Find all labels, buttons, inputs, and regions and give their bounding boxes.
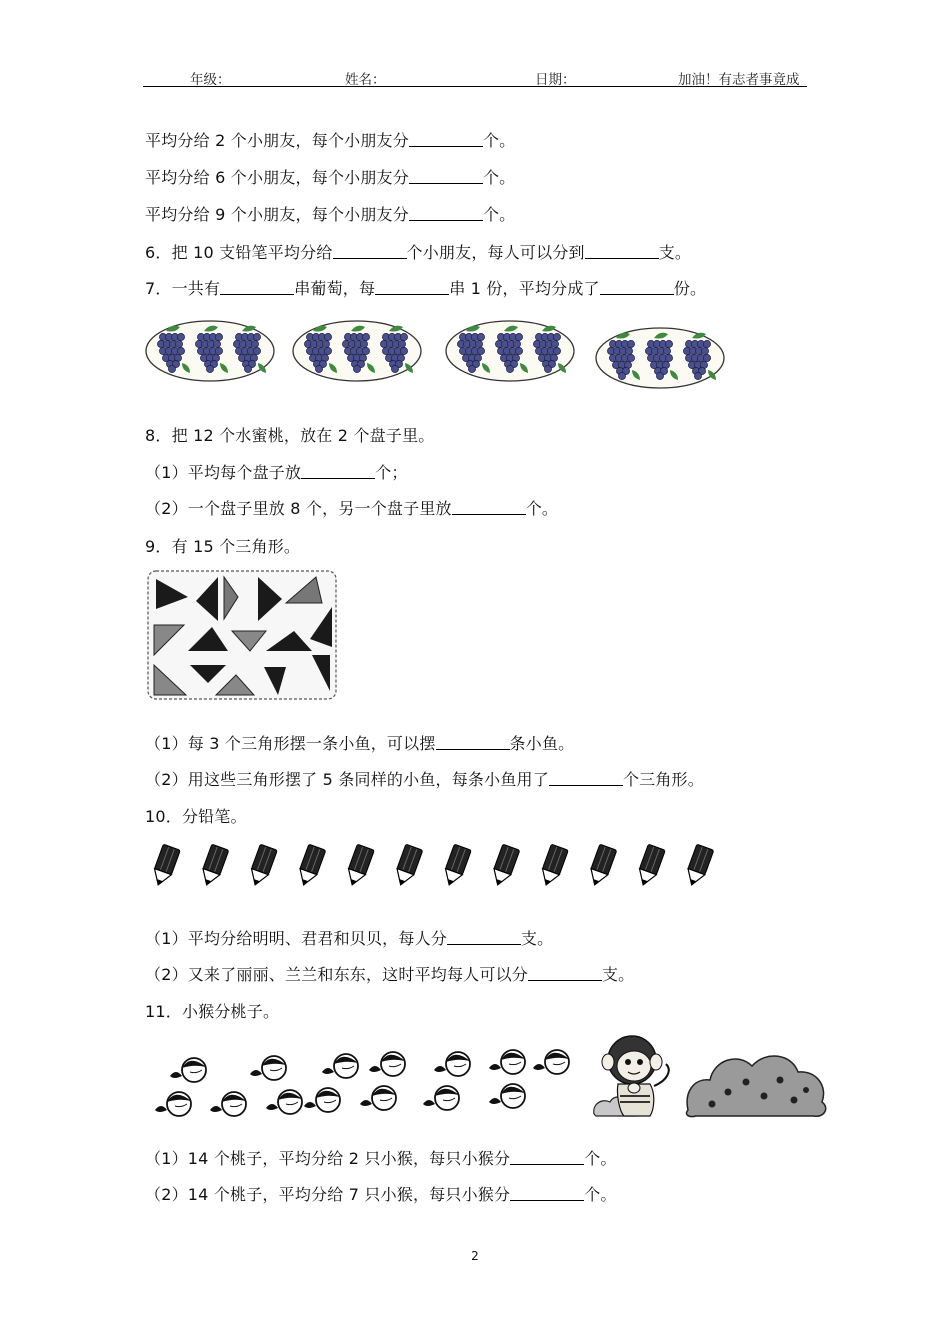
bush [686, 1056, 825, 1117]
grade-label: 年级： [190, 72, 231, 88]
question-10-part-2: （2）又来了丽丽、兰兰和东东，这时平均每人可以分 支。 [145, 965, 635, 984]
question-6: 6．把 10 支铅笔平均分给 个小朋友，每人可以分到 支。 [145, 243, 692, 262]
pencil [538, 844, 569, 888]
question-8-part-2: （2）一个盘子里放 8 个，另一个盘子里放 个。 [145, 499, 559, 518]
question-9: 9．有 15 个三角形。 [145, 537, 301, 556]
peach [533, 1050, 569, 1074]
pencil [150, 844, 181, 888]
grape-bunch [607, 333, 640, 380]
question-11: 11．小猴分桃子。 [145, 1002, 280, 1021]
answer-blank[interactable] [301, 463, 375, 479]
pencil [683, 844, 714, 888]
pencil [295, 844, 326, 888]
answer-blank[interactable] [452, 499, 526, 515]
answer-blank[interactable] [409, 131, 483, 147]
pencil [441, 844, 472, 888]
answer-blank[interactable] [510, 1185, 584, 1201]
grape-plate [446, 321, 574, 381]
answer-blank[interactable] [510, 1149, 584, 1165]
motto: 加油！有志者事竟成 [678, 72, 800, 88]
peach [360, 1086, 396, 1110]
question-11-part-2: （2）14 个桃子，平均分给 7 只小猴，每只小猴分 个。 [145, 1185, 617, 1204]
peach [423, 1086, 459, 1110]
answer-blank[interactable] [447, 929, 521, 945]
question-11-part-1: （1）14 个桃子，平均分给 2 只小猴，每只小猴分 个。 [145, 1149, 617, 1168]
peach [170, 1058, 206, 1082]
question-10: 10．分铅笔。 [145, 807, 247, 826]
answer-blank[interactable] [409, 168, 483, 184]
peach [250, 1056, 286, 1080]
answer-blank[interactable] [549, 770, 623, 786]
answer-blank[interactable] [585, 243, 659, 259]
grape-plate [146, 321, 274, 381]
question-line: 平均分给 9 个小朋友，每个小朋友分 个。 [145, 205, 516, 224]
answer-blank[interactable] [375, 279, 449, 295]
date-label: 日期： [535, 72, 576, 88]
answer-blank[interactable] [220, 279, 294, 295]
grape-bunch [683, 333, 716, 380]
peach [304, 1088, 340, 1112]
triangles-figure [146, 569, 338, 701]
pencil [247, 844, 278, 888]
grape-bunch [457, 326, 490, 373]
question-line: 平均分给 6 个小朋友，每个小朋友分 个。 [145, 168, 516, 187]
answer-blank[interactable] [528, 965, 602, 981]
question-8: 8．把 12 个水蜜桃，放在 2 个盘子里。 [145, 426, 435, 445]
peach [322, 1054, 358, 1078]
grape-bunch [157, 326, 190, 373]
pencil [198, 844, 229, 888]
peach [266, 1090, 302, 1114]
question-line: 平均分给 2 个小朋友，每个小朋友分 个。 [145, 131, 516, 150]
grape-plate [293, 321, 421, 381]
peach [369, 1052, 405, 1076]
pencil [489, 844, 520, 888]
question-9-part-1: （1）每 3 个三角形摆一条小鱼，可以摆 条小鱼。 [145, 734, 575, 753]
grape-bunch [195, 326, 228, 373]
peach [489, 1050, 525, 1074]
answer-blank[interactable] [436, 734, 510, 750]
name-label: 姓名： [345, 72, 386, 88]
question-9-part-2: （2）用这些三角形摆了 5 条同样的小鱼，每条小鱼用了 个三角形。 [145, 770, 704, 789]
grape-bunch [304, 326, 337, 373]
peach [155, 1092, 191, 1116]
answer-blank[interactable] [409, 205, 483, 221]
peach [210, 1092, 246, 1116]
grape-bunch [233, 326, 266, 373]
question-7: 7．一共有 串葡萄，每 串 1 份，平均分成了 份。 [145, 279, 707, 298]
grape-bunch [342, 326, 375, 373]
grape-bunch [380, 326, 413, 373]
peach [489, 1084, 525, 1108]
header-rule [143, 86, 807, 87]
answer-blank[interactable] [333, 243, 407, 259]
question-8-part-1: （1）平均每个盘子放 个； [145, 463, 408, 482]
pencil [635, 844, 666, 888]
page-number: 2 [471, 1249, 479, 1263]
grape-bunch [645, 333, 678, 380]
question-10-part-1: （1）平均分给明明、君君和贝贝，每人分 支。 [145, 929, 554, 948]
answer-blank[interactable] [600, 279, 674, 295]
pencil [392, 844, 423, 888]
grape-bunch [495, 326, 528, 373]
monkey-illustration [588, 1030, 833, 1120]
pencil [586, 844, 617, 888]
grape-plate [596, 328, 724, 388]
pencil [344, 844, 375, 888]
peach [434, 1052, 470, 1076]
grape-bunch [533, 326, 566, 373]
